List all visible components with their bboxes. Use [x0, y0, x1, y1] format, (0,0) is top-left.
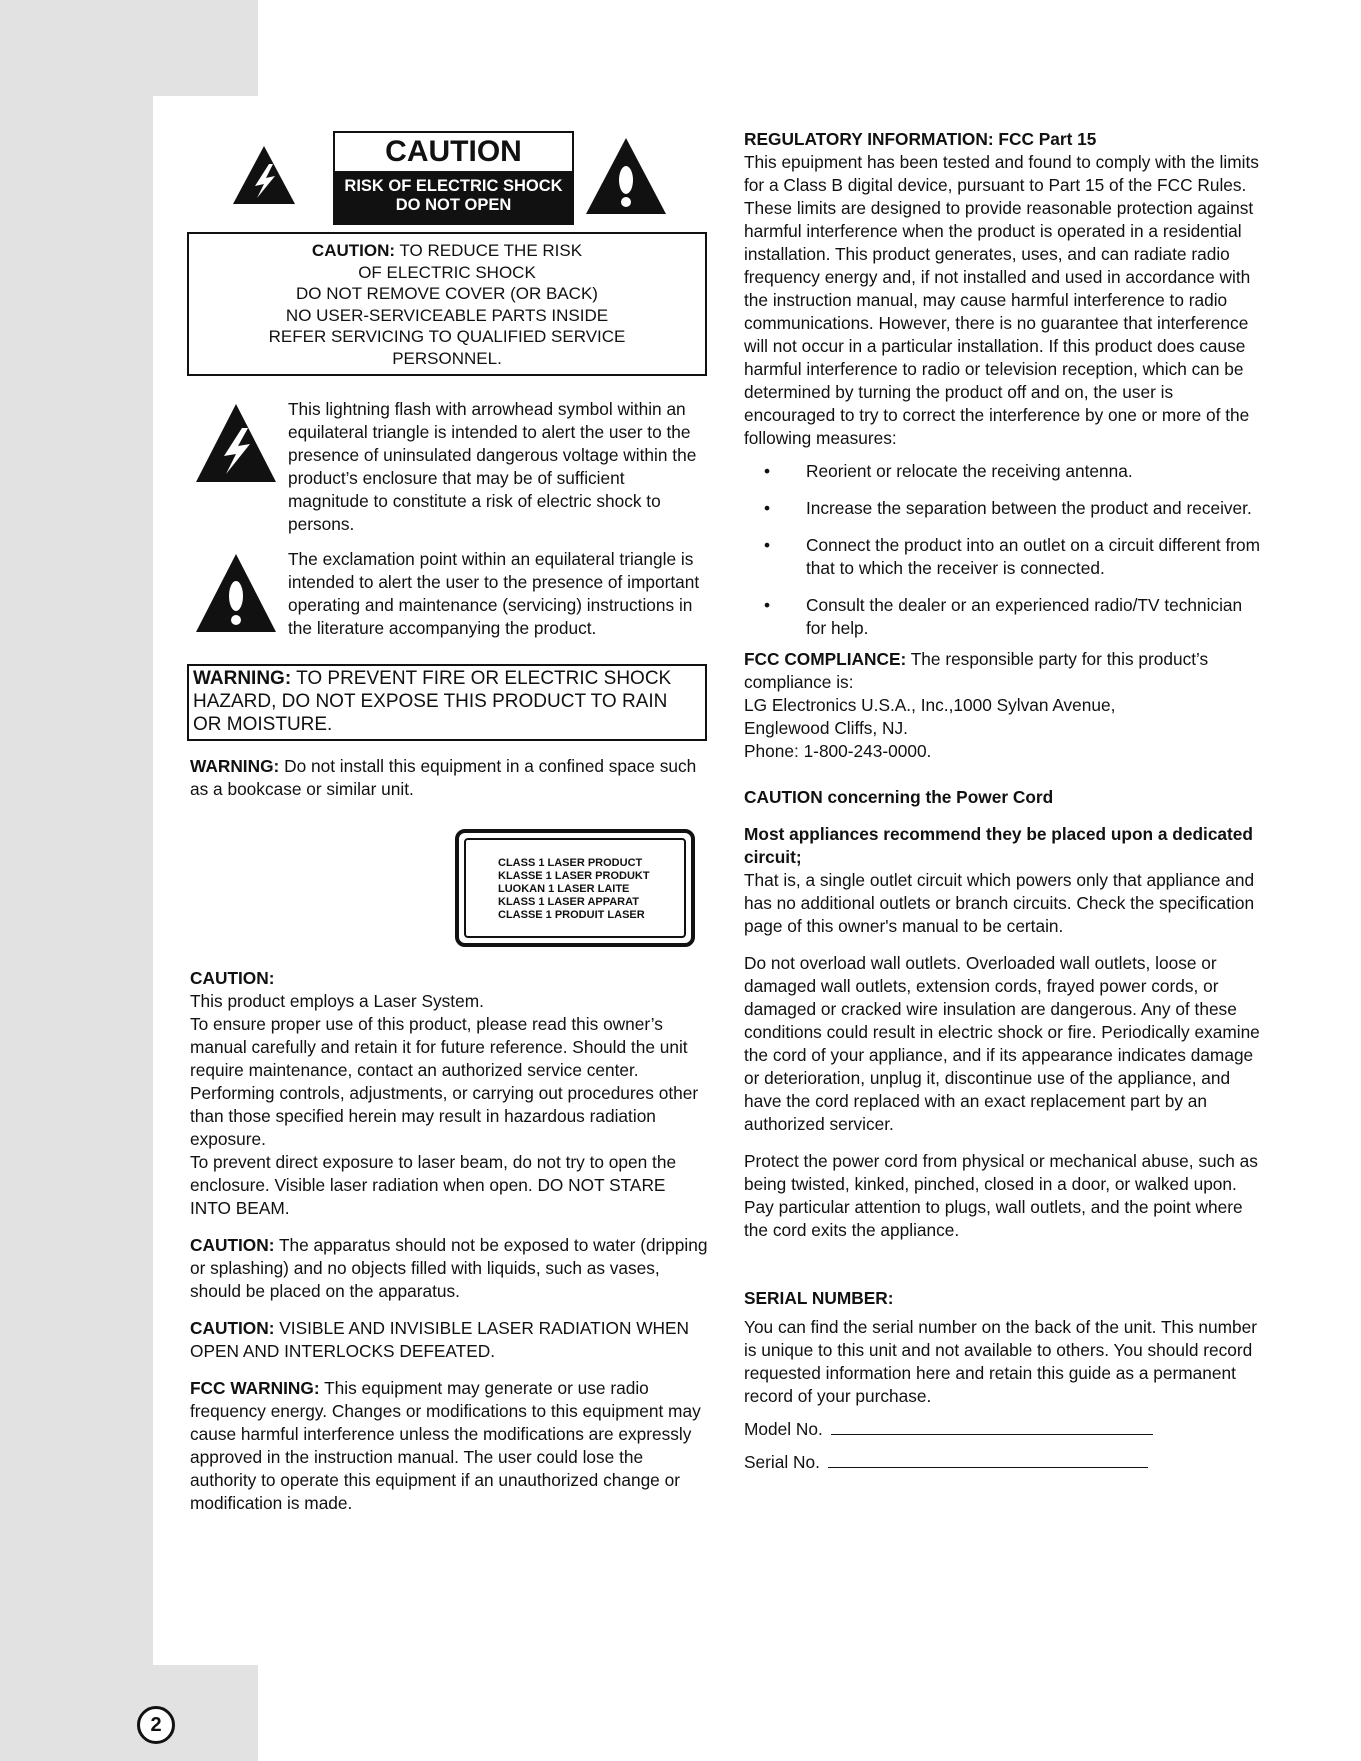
list-item: • Connect the product into an outlet on a circuit different from that to which the receiver is connected.: [744, 534, 1264, 580]
warning-install-lead: WARNING:: [190, 756, 280, 776]
caution-box-line: OF ELECTRIC SHOCK: [358, 262, 536, 282]
right-column: [744, 128, 1264, 1474]
fcc-warning-lead: FCC WARNING:: [190, 1378, 320, 1398]
serial-number-label: Serial No.: [744, 1452, 820, 1472]
fcc-warning-text: This equipment may generate or use radio frequency energy. Changes or modifications to this equipment may cause harmful interference unless the modifications are expressly approved in the instruction manual. The user could lose the authority to operate this equipment if an unauthorized change or modification is made.: [190, 1378, 701, 1513]
regulatory-text: This epuipment has been tested and found to comply with the limits for a Class B digital device, pursuant to Part 15 of the FCC Rules. These limits are designed to provide reasonable protection against harmful interference when the product is operated in a residential installation. This product generates, uses, and can radiate radio frequency energy and, if not installed and used in accordance with the instruction manual, may cause harmful interference to radio communications. However, there is no guarantee that interference will not occur in a particular installation. If this product does cause harmful interference to radio or television reception, which can be determined by turning the product off and on, the user is encouraged to try to correct the interference by one or more of the following measures:: [744, 152, 1259, 448]
caution-box-line: TO REDUCE THE RISK: [395, 241, 583, 260]
power-cord-subheading: Most appliances recommend they be placed upon a dedicated circuit;: [744, 824, 1253, 867]
serial-number-field[interactable]: [828, 1449, 1148, 1468]
fcc-compliance-line: Englewood Cliffs, NJ.: [744, 718, 908, 738]
warning-box-lead: WARNING:: [193, 668, 292, 689]
power-cord-paragraph: Do not overload wall outlets. Overloaded wall outlets, loose or damaged wall outlets, extension cords, frayed power cords, or damaged or cracked wire insulation are dangerous. Any of these conditions could result in electric shock or fire. Periodically examine the cord of your appliance, and if its appearance indicates damage or deterioration, unplug it, discontinue use of the appliance, and have the cord replaced with an exact replacement part by an authorized servicer.: [744, 953, 1260, 1134]
fcc-compliance-line: Phone: 1-800-243-0000.: [744, 741, 932, 761]
serial-heading: SERIAL NUMBER:: [744, 1288, 894, 1308]
page-margin-bottom: [0, 1665, 258, 1761]
laser-label-line: LUOKAN 1 LASER LAITE: [498, 883, 630, 895]
caution-laser-paragraph: Performing controls, adjustments, or carrying out procedures other than those specified herein may result in hazardous radiation exposure.: [190, 1083, 699, 1149]
power-cord-paragraph: That is, a single outlet circuit which powers only that appliance and has no additional outlets or branch circuits. Check the specification page of this owner's manual to be certain.: [744, 870, 1255, 936]
list-item: • Increase the separation between the product and receiver.: [744, 497, 1264, 520]
exclamation-triangle-icon: [196, 554, 276, 632]
lightning-text: This lightning flash with arrowhead symbol within an equilateral triangle is intended to alert the user to the presence of uninsulated dangerous voltage within the product’s enclosure that may be of sufficient magnitude to constitute a risk of electric shock to persons.: [288, 399, 697, 534]
caution-box-line: NO USER-SERVICEABLE PARTS INSIDE: [285, 305, 609, 325]
laser-label-line: KLASS 1 LASER APPARAT: [498, 896, 639, 908]
model-number-label: Model No.: [744, 1419, 823, 1439]
left-column: [190, 128, 710, 1515]
caution-box-lead: CAUTION:: [311, 241, 396, 260]
caution-radiation-lead: CAUTION:: [190, 1318, 275, 1338]
laser-label-inner: [464, 838, 686, 938]
caution-box-line: REFER SERVICING TO QUALIFIED SERVICE: [268, 327, 626, 346]
caution-water-text: The apparatus should not be exposed to water (dripping or splashing) and no objects filled with liquids, such as vases, should be placed on the apparatus.: [190, 1235, 708, 1301]
laser-label-line: KLASSE 1 LASER PRODUKT: [498, 870, 650, 882]
model-number-row: [744, 1416, 1264, 1441]
caution-laser-paragraph: To ensure proper use of this product, please read this owner’s manual carefully and retain it for future reference. Should the unit require maintenance, contact an authorized service center.: [190, 1014, 688, 1080]
caution-laser-paragraph: To prevent direct exposure to laser beam, do not try to open the enclosure. Visible laser radiation when open. DO NOT STARE INTO BEAM.: [190, 1152, 677, 1218]
exclamation-symbol-explanation: [190, 548, 710, 640]
fcc-compliance-line: LG Electronics U.S.A., Inc.,1000 Sylvan Avenue,: [744, 695, 1116, 715]
page-margin: [0, 0, 153, 1761]
fcc-compliance-text: The responsible party for this product’s compliance is:: [744, 649, 1209, 692]
caution-box-line: PERSONNEL.: [392, 348, 502, 368]
caution-label: [333, 131, 574, 225]
caution-box-line: DO NOT REMOVE COVER (OR BACK): [296, 284, 598, 303]
lightning-symbol-explanation: [190, 398, 710, 536]
caution-header: [190, 128, 710, 232]
regulatory-heading: REGULATORY INFORMATION: FCC Part 15: [744, 129, 1097, 149]
exclamation-text: The exclamation point within an equilateral triangle is intended to alert the user to the presence of important operating and maintenance (servicing) instructions in the literature accompanying the product.: [288, 549, 700, 638]
laser-label-line: CLASSE 1 PRODUIT LASER: [498, 909, 645, 921]
list-item: • Reorient or relocate the receiving antenna.: [744, 460, 1264, 483]
caution-box: [187, 232, 707, 376]
caution-shock-line: RISK OF ELECTRIC SHOCK: [344, 177, 563, 195]
warning-box-text: TO PREVENT FIRE OR ELECTRIC SHOCK HAZARD, DO NOT EXPOSE THIS PRODUCT TO RAIN OR MOISTURE.: [193, 668, 672, 735]
regulatory-measures: [744, 460, 1264, 640]
serial-text: You can find the serial number on the back of the unit. This number is unique to this unit and not available to others. You should record requested information here and retain this guide as a permanent record of your purchase.: [744, 1317, 1257, 1406]
laser-label-line: CLASS 1 LASER PRODUCT: [498, 857, 643, 869]
power-cord-paragraph: Protect the power cord from physical or mechanical abuse, such as being twisted, kinked, pinched, closed in a door, or walked upon. Pay particular attention to plugs, wall outlets, and the point where the cord exits the appliance.: [744, 1151, 1258, 1240]
caution-shock-banner: [335, 171, 572, 223]
lightning-triangle-icon: [196, 404, 276, 482]
power-cord-heading: CAUTION concerning the Power Cord: [744, 787, 1054, 807]
fcc-warning: [190, 1377, 710, 1515]
warning-box: [187, 664, 707, 741]
page-number: 2: [137, 1706, 175, 1744]
caution-laser-heading: CAUTION:: [190, 968, 275, 988]
caution-radiation: [190, 1317, 710, 1363]
caution-laser: [190, 967, 710, 1220]
serial-number-row: [744, 1449, 1264, 1474]
page-margin-top: [0, 0, 258, 96]
caution-water-lead: CAUTION:: [190, 1235, 275, 1255]
lightning-warning-icon: [233, 146, 295, 204]
warning-install: [190, 755, 710, 801]
model-number-field[interactable]: [831, 1416, 1153, 1435]
fcc-compliance-lead: FCC COMPLIANCE:: [744, 649, 907, 669]
list-item: • Consult the dealer or an experienced radio/TV technician for help.: [744, 594, 1264, 640]
caution-water: [190, 1234, 710, 1303]
caution-laser-paragraph: This product employs a Laser System.: [190, 991, 484, 1011]
caution-title: CAUTION: [335, 133, 572, 171]
caution-radiation-text: VISIBLE AND INVISIBLE LASER RADIATION WHEN OPEN AND INTERLOCKS DEFEATED.: [190, 1318, 690, 1361]
laser-product-label: [455, 829, 695, 947]
exclamation-warning-icon: [586, 138, 666, 214]
caution-open-line: DO NOT OPEN: [395, 196, 512, 214]
warning-install-text: Do not install this equipment in a confined space such as a bookcase or similar unit.: [190, 756, 697, 799]
fcc-compliance: [744, 648, 1264, 763]
